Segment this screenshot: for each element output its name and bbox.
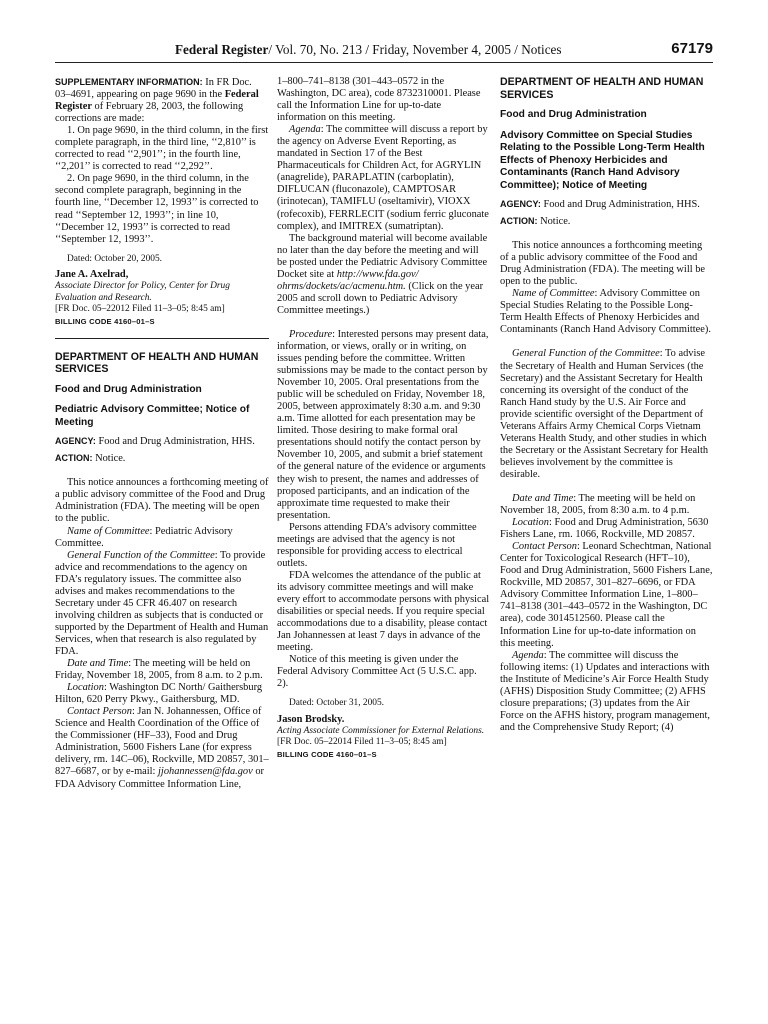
fr-doc-line: [FR Doc. 05–22012 Filed 11–3–05; 8:45 am]: [55, 304, 225, 315]
notice-title-3: Advisory Committee on Special Studies Relating to the Possible Long-Term Health Effects of Phenoxy Herbicides and Contaminants (Ranch Hand Advisory Committee); Notice of Meeting: [500, 129, 705, 191]
action-line: [55, 452, 269, 465]
date-time-text-3: : The meeting will be held on November 18, 2005, from 8:30 a.m. to 4 p.m.: [500, 492, 696, 517]
agency-heading: Food and Drug Administration: [55, 383, 202, 395]
signer-title-2: [277, 726, 490, 738]
correction-2: 2. On page 9690, in the third column, in the second complete paragraph, beginning in the fourth line, ‘‘December 12, 1993’’ is corrected to read ‘‘September 12, 1993’’; in line 10, ‘‘December 12, 1993’’ is corrected to read ‘‘September 12, 1993’’.: [55, 173, 259, 245]
notice-title: Pediatric Advisory Committee; Notice of Meeting: [55, 404, 250, 428]
agenda: [277, 124, 490, 232]
fr-doc-line-2: [FR Doc. 05–22014 Filed 11–3–05; 8:45 am]: [277, 737, 447, 748]
notice-given: Notice of this meeting is given under the Federal Advisory Committee Act (5 U.S.C. app. 2).: [277, 654, 477, 690]
action-text: Notice.: [95, 453, 126, 465]
general-function-3: [500, 348, 713, 481]
contact-continued: 1–800–741–8138 (301–443–0572 in the Washington, DC area), code 8732310001. Please call the Information Line for up-to-date information on this meeting.: [277, 76, 481, 124]
action-label: ACTION:: [55, 453, 93, 464]
general-function: [55, 550, 269, 658]
procedure: [277, 329, 490, 522]
contact-text-b: or FDA Advisory Committee Information Line,: [55, 766, 265, 790]
agency-line-3: [500, 198, 713, 211]
agency-label-3: AGENCY:: [500, 199, 541, 209]
fda-welcomes: FDA welcomes the attendance of the public at its advisory committee meetings and will make every effort to accommodate persons with physical disabilities or special needs. If you require special accommodations due to a disability, please contact Jan Johannessen at least 7 days in advance of the meeting.: [277, 569, 490, 654]
contact-person: [55, 706, 269, 790]
agenda-text: : The committee will discuss a report by the agency on Adverse Event Reporting, as mandated in Section 17 of the Best Pharmaceuticals for Children Act, for AGRYLIN (anagrelide), PARAPLATIN (carboplatin), DIFLUCAN (fluconazole), CAMPTOSAR (irinotecan), TAMIFLU (oseltamivir), VIOXX (rofecoxib), FERRLECIT (sodium ferric gluconate complex), and IMITREX (sumatriptan).: [277, 124, 489, 232]
procedure-text: : Interested persons may present data, information, or views, orally or in writing, on issues pending before the committee. Written submissions may be made to the contact person by November 10, 2005. Oral presentations from the public will be scheduled on Friday, November 18, 2005, between approximately 8:30 a.m. and 9:30 a.m. Time allotted for each presentation may be limited. Those desiring to make formal oral presentations should notify the contact person by November 10, 2005, and submit a brief statement of the general nature of the evidence or arguments they wish to present, the names and addresses of proposed participants, and an indication of the approximate time requested to make their presentation.: [277, 328, 489, 521]
dated-line: Dated: October 20, 2005.: [67, 253, 163, 264]
docket-url-link[interactable]: http://www.fda.gov/ ohrms/dockets/ac/acmenu.htm.: [277, 268, 419, 292]
agency-line: [55, 435, 269, 448]
page-number: 67179: [671, 40, 713, 57]
committee-name-text-3: : Advisory Committee on Special Studies Relating to the Possible Long-Term Health Effects of Phenoxy Herbicides and Contaminants (Ranch Hand Advisory Committee).: [500, 288, 711, 336]
agenda-label: Agenda: [289, 124, 321, 136]
header-citation: [175, 42, 562, 58]
signer-title: [55, 281, 269, 304]
location-text: : Washington DC North/ Gaithersburg Hilton, 620 Perry Pkwy., Gaithersburg, MD.: [55, 682, 263, 706]
department-heading: DEPARTMENT OF HEALTH AND HUMAN SERVICES: [55, 350, 259, 376]
committee-name-label: Name of Committee: [67, 525, 150, 537]
date-time-label: Date and Time: [67, 658, 129, 670]
location-text-3: : Food and Drug Administration, 5630 Fishers Lane, rm. 1066, Rockville, MD 20857.: [500, 517, 709, 541]
signer-bold: Jane A. Axelrad,: [55, 269, 129, 281]
date-time-label-3: Date and Time: [512, 492, 574, 504]
date-time-text: : The meeting will be held on Friday, November 18, 2005, from 8 a.m. to 2 p.m.: [55, 658, 263, 682]
contact-text: : Jan N. Johannessen, Office of Science and Health Coordination of the Office of the Commissioner (HF–33), Food and Drug Administration, 5600 Fishers Lane (for express delivery, rm. 14C–06), Rockville, MD 20857, 301–827–6687, or by e-mail:: [55, 706, 269, 778]
column-1: [55, 76, 269, 791]
action-line-3: [500, 215, 713, 228]
issue-details: / Vol. 70, No. 213 / Friday, November 4, 2005 / Notices: [268, 42, 562, 57]
agenda-text-3: : The committee will discuss the following items: (1) Updates and interactions with the Institute of Medicine’s Air Force Health Study (AFHS) Disposition Study Committee; (2) AFHS closure preparations; (3) updates from the Air Force on the AFHS history, program management, and the Comprehensive Study Report; (4): [500, 649, 710, 733]
supplementary-text-b: of February 28, 2003, the following corrections are made:: [55, 101, 244, 125]
intro-paragraph-3: This notice announces a forthcoming meeting of a public advisory committee of the Food and Drug Administration (FDA). The meeting will be open to the public.: [500, 240, 705, 288]
contact-person-3: [500, 541, 713, 649]
contact-label-3: Contact Person: [512, 541, 577, 553]
action-text-3: Notice.: [540, 216, 571, 228]
date-time: [55, 658, 269, 682]
contact-label: Contact Person: [67, 706, 132, 718]
general-function-text-3: : To advise the Secretary of Health and Human Services (the Secretary) and the Assistant Secretary for Health concerning its oversight of the conduct of the Ranch Hand study by the U.S. Air Force and provide scientific oversight of the Department of Veterans Affairs Army Chemical Corps Vietnam Veterans Health Study, and other studies in which the Secretary or the Assistant Secretary for Health believes involvement by the committee is desirable.: [500, 348, 709, 480]
procedure-label: Procedure: [289, 328, 333, 340]
supplementary-label: SUPPLEMENTARY INFORMATION:: [55, 77, 203, 87]
contact-text-3: : Leonard Schechtman, National Center for Toxicological Research (HFT–10), Food and Drug Administration, 5600 Fishers Lane, Rockville, MD 20857, 301–827–6696, or FDA Advisory Committee Information Line, 1–800–741–8138 (301–443–0572 in the Washington, DC area), code 3014512560. Please call the Information Line for up-to-date information on this meeting.: [500, 541, 713, 649]
action-label-3: ACTION:: [500, 216, 538, 227]
location-label: Location: [67, 682, 104, 694]
agency-label: AGENCY:: [55, 436, 96, 447]
general-function-text: : To provide advice and recommendations to the agency on FDA’s regulatory issues. The committee also advises and makes recommendations to the Secretary under 45 CFR 46.407 on research involving children as subjects that is conducted or supported by the Department of Health and Human Services, when that research is also regulated by FDA.: [55, 549, 269, 657]
agency-heading-3: Food and Drug Administration: [500, 109, 647, 120]
federal-register-ref: Federal Register: [55, 89, 259, 113]
billing-code: BILLING CODE 4160–01–S: [55, 316, 155, 326]
agency-text-3: Food and Drug Administration, HHS.: [543, 199, 700, 210]
correction-1: 1. On page 9690, in the third column, in the first complete paragraph, in the third line, ‘‘2,810’’ is corrected to read ‘‘2,901’’; in the fourth line, ‘‘2,201’’ is corrected to read ‘‘2,292’’.: [55, 125, 269, 173]
committee-name-3: [500, 288, 713, 336]
supplementary-text: In FR Doc. 03–4691, appearing on page 9690 in the: [55, 77, 252, 101]
committee-name: [55, 526, 269, 550]
signer-title-text: Associate Director for Policy, Center for Drug Evaluation and Research.: [55, 281, 230, 303]
supplementary-info: [55, 76, 269, 125]
publication-name: Federal Register: [175, 42, 269, 57]
page-header: [55, 40, 713, 63]
billing-code-2: BILLING CODE 4160–01–S: [277, 749, 377, 759]
signer-bold-2: Jason Brodsky.: [277, 713, 345, 725]
background-material: [277, 233, 490, 317]
dated-line-2: Dated: October 31, 2005.: [289, 698, 385, 709]
contact-email-link[interactable]: jjohannessen@fda.gov: [158, 766, 253, 778]
department-heading-3: DEPARTMENT OF HEALTH AND HUMAN SERVICES: [500, 76, 704, 101]
signer-name: [55, 269, 269, 281]
committee-name-text: : Pediatric Advisory Committee.: [55, 525, 233, 549]
general-function-label: General Function of the Committee: [67, 549, 215, 561]
location-3: [500, 517, 713, 541]
location-label-3: Location: [512, 517, 549, 529]
column-2: [277, 76, 490, 761]
location: [55, 682, 269, 706]
signer-name-2: [277, 714, 490, 726]
background-text: The background material will become available no later than the day before the meeting and will be posted under the Pediatric Advisory Committee Docket site at: [277, 232, 488, 280]
background-text-b: (Click on the year 2005 and scroll down to Pediatric Advisory Committee meetings.): [277, 280, 484, 316]
intro-paragraph: This notice announces a forthcoming meeting of a public advisory committee of the Food and Drug Administration (FDA). The meeting will be open to the public.: [55, 477, 269, 525]
persons-attending: Persons attending FDA’s advisory committee meetings are advised that the agency is not responsible for providing access to electrical outlets.: [277, 521, 477, 569]
agenda-label-3: Agenda: [512, 649, 544, 661]
agency-text: Food and Drug Administration, HHS.: [98, 436, 255, 448]
general-function-label-3: General Function of the Committee: [512, 348, 660, 360]
column-3: [500, 76, 713, 734]
date-time-3: [500, 493, 713, 517]
committee-name-label-3: Name of Committee: [512, 288, 595, 300]
signer-title-text-2: Acting Associate Commissioner for External Relations.: [277, 725, 485, 736]
agenda-3: [500, 650, 713, 734]
